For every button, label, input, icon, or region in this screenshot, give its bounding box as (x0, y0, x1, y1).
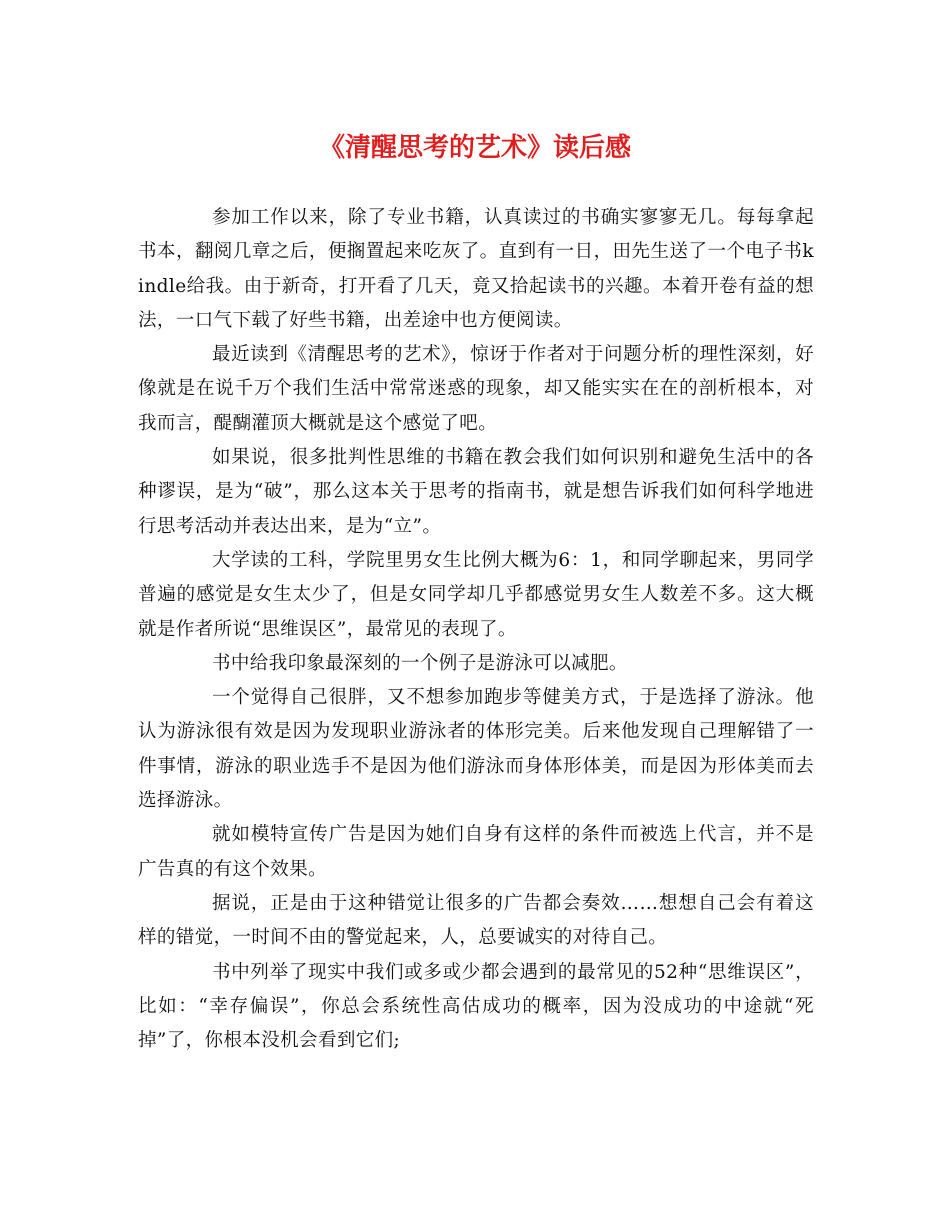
paragraph: 就如模特宣传广告是因为她们自身有这样的条件而被选上代言，并不是广告真的有这个效果。 (138, 824, 814, 880)
paragraph: 书中列举了现实中我们或多或少都会遇到的最常见的52种“思维误区”，比如：“幸存偏误”，你总会系统性高估成功的概率，因为没成功的中途就“死掉”了，你根本没机会看到它们; (138, 961, 814, 1052)
paragraph: 如果说，很多批判性思维的书籍在教会我们如何识别和避免生活中的各种谬误，是为“破”，那么这本关于思考的指南书，就是想告诉我们如何科学地进行思考活动并表达出来，是为“立”。 (138, 447, 814, 537)
document-body (138, 201, 814, 1058)
paragraph: 一个觉得自己很胖，又不想参加跑步等健美方式，于是选择了游泳。他认为游泳很有效是因为发现职业游泳者的体形完美。后来他发现自己理解错了一件事情，游泳的职业选手不是因为他们游泳而身体形体美，而是因为形体美而去选择游泳。 (138, 687, 814, 812)
paragraph: 据说，正是由于这种错觉让很多的广告都会奏效……想想自己会有着这样的错觉，一时间不由的警觉起来，人，总要诚实的对待自己。 (138, 892, 814, 949)
paragraph: 书中给我印象最深刻的一个例子是游泳可以减肥。 (212, 652, 628, 674)
paragraph: 最近读到《清醒思考的艺术》，惊讶于作者对于问题分析的理性深刻，好像就是在说千万个我们生活中常常迷惑的现象，却又能实实在在的剖析根本，对我而言，醍醐灌顶大概就是这个感觉了吧。 (138, 344, 814, 434)
document-title: 《清醒思考的艺术》读后感 (318, 133, 631, 163)
paragraph: 参加工作以来，除了专业书籍，认真读过的书确实寥寥无几。每每拿起书本，翻阅几章之后，便搁置起来吃灰了。直到有一日，田先生送了一个电子书kindle给我。由于新奇，打开看了几天，竟又拾起读书的兴趣。本着开卷有益的想法，一口气下载了好些书籍，出差途中也方便阅读。 (138, 207, 814, 331)
paragraph: 大学读的工科，学院里男女生比例大概为6：1，和同学聊起来，男同学普遍的感觉是女生太少了，但是女同学却几乎都感觉男女生人数差不多。这大概就是作者所说“思维误区”，最常见的表现了。 (138, 549, 814, 640)
